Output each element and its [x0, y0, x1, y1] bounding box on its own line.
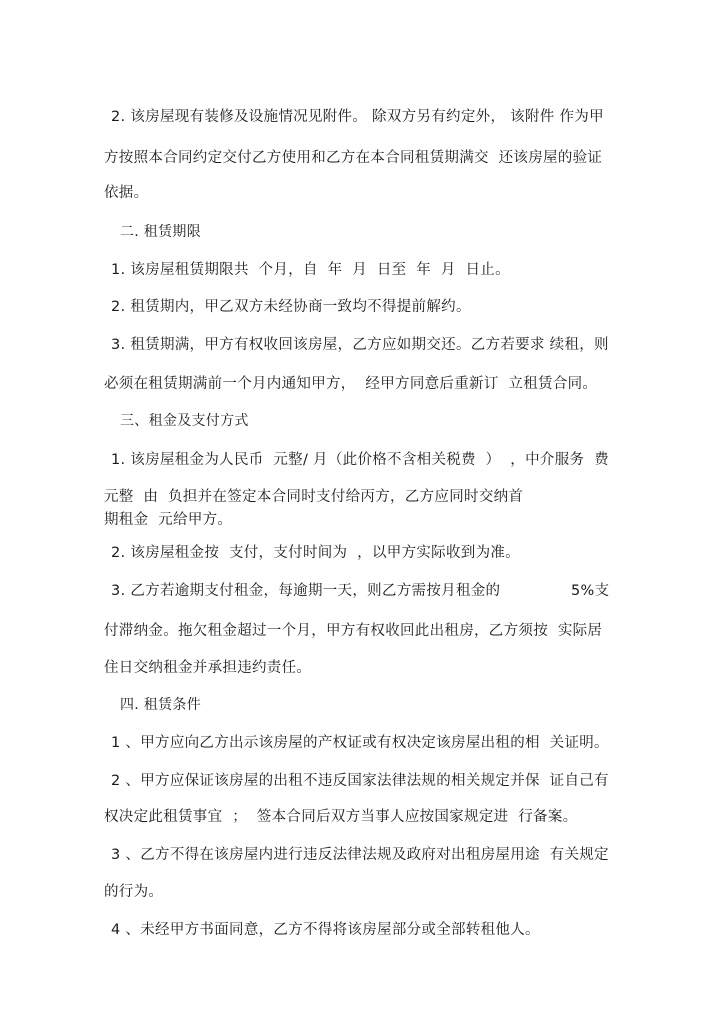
clause-cond-2-line-1: 2 、甲方应保证该房屋的出租不违反国家法律法规的相关规定并保 证自己有: [111, 773, 609, 789]
clause-cond-3-line-2: 的行为。: [104, 884, 164, 900]
clause-rent-1-line-2: 元整 由 负担并在签定本合同时支付给丙方，乙方应同时交纳首: [104, 489, 524, 505]
clause-rent-3-line-2: 付滞纳金。拖欠租金超过一个月，甲方有权收回此出租房，乙方须按 实际居: [104, 623, 603, 639]
clause-term-3-line-1: 3. 租赁期满，甲方有权收回该房屋，乙方应如期交还。乙方若要求 续租，则: [111, 337, 609, 353]
clause-2-2-line-3: 依据。: [104, 185, 149, 201]
clause-term-1: 1. 该房屋租赁期限共 个月，自 年 月 日至 年 月 日止。: [111, 262, 510, 278]
clause-term-2: 2. 租赁期内，甲乙双方未经协商一致均不得提前解约。: [111, 299, 471, 315]
clause-cond-2-line-2: 权决定此租赁事宜 ； 签本合同后双方当事人应按国家规定进 行备案。: [104, 809, 578, 825]
clause-rent-3-line-1: 3. 乙方若逾期支付租金，每逾期一天，则乙方需按月租金的: [111, 583, 501, 599]
clause-2-2-line-1: 2. 该房屋现有装修及设施情况见附件。 除双方另有约定外， 该附件 作为甲: [111, 109, 604, 125]
clause-rent-3-line-3: 住日交纳租金并承担违约责任。: [104, 660, 312, 676]
clause-cond-1: 1 、甲方应向乙方出示该房屋的产权证或有权决定该房屋出租的相 关证明。: [111, 735, 609, 751]
clause-rent-1-line-1: 1. 该房屋租金为人民币 元整/ 月（此价格不含相关税费 ） ，中介服务 费: [111, 452, 609, 468]
section-heading-lease-term: 二. 租赁期限: [120, 224, 201, 240]
clause-cond-4: 4 、未经甲方书面同意，乙方不得将该房屋部分或全部转租他人。: [111, 922, 540, 938]
clause-cond-3-line-1: 3 、乙方不得在该房屋内进行违反法律法规及政府对出租房屋用途 有关规定: [111, 847, 609, 863]
clause-rent-2: 2. 该房屋租金按 支付，支付时间为 ，以甲方实际收到为准。: [111, 545, 520, 561]
clause-2-2-line-2: 方按照本合同约定交付乙方使用和乙方在本合同租赁期满交 还该房屋的验证: [104, 150, 603, 166]
clause-term-3-line-2: 必须在租赁期满前一个月内通知甲方， 经甲方同意后重新订 立租赁合同。: [104, 376, 598, 392]
section-heading-lease-conditions: 四. 租赁条件: [120, 697, 201, 713]
clause-rent-3-rate: 5%支: [571, 583, 610, 599]
clause-rent-1-line-3: 期租金 元给甲方。: [104, 512, 233, 528]
section-heading-rent-payment: 三、租金及支付方式: [120, 413, 249, 429]
